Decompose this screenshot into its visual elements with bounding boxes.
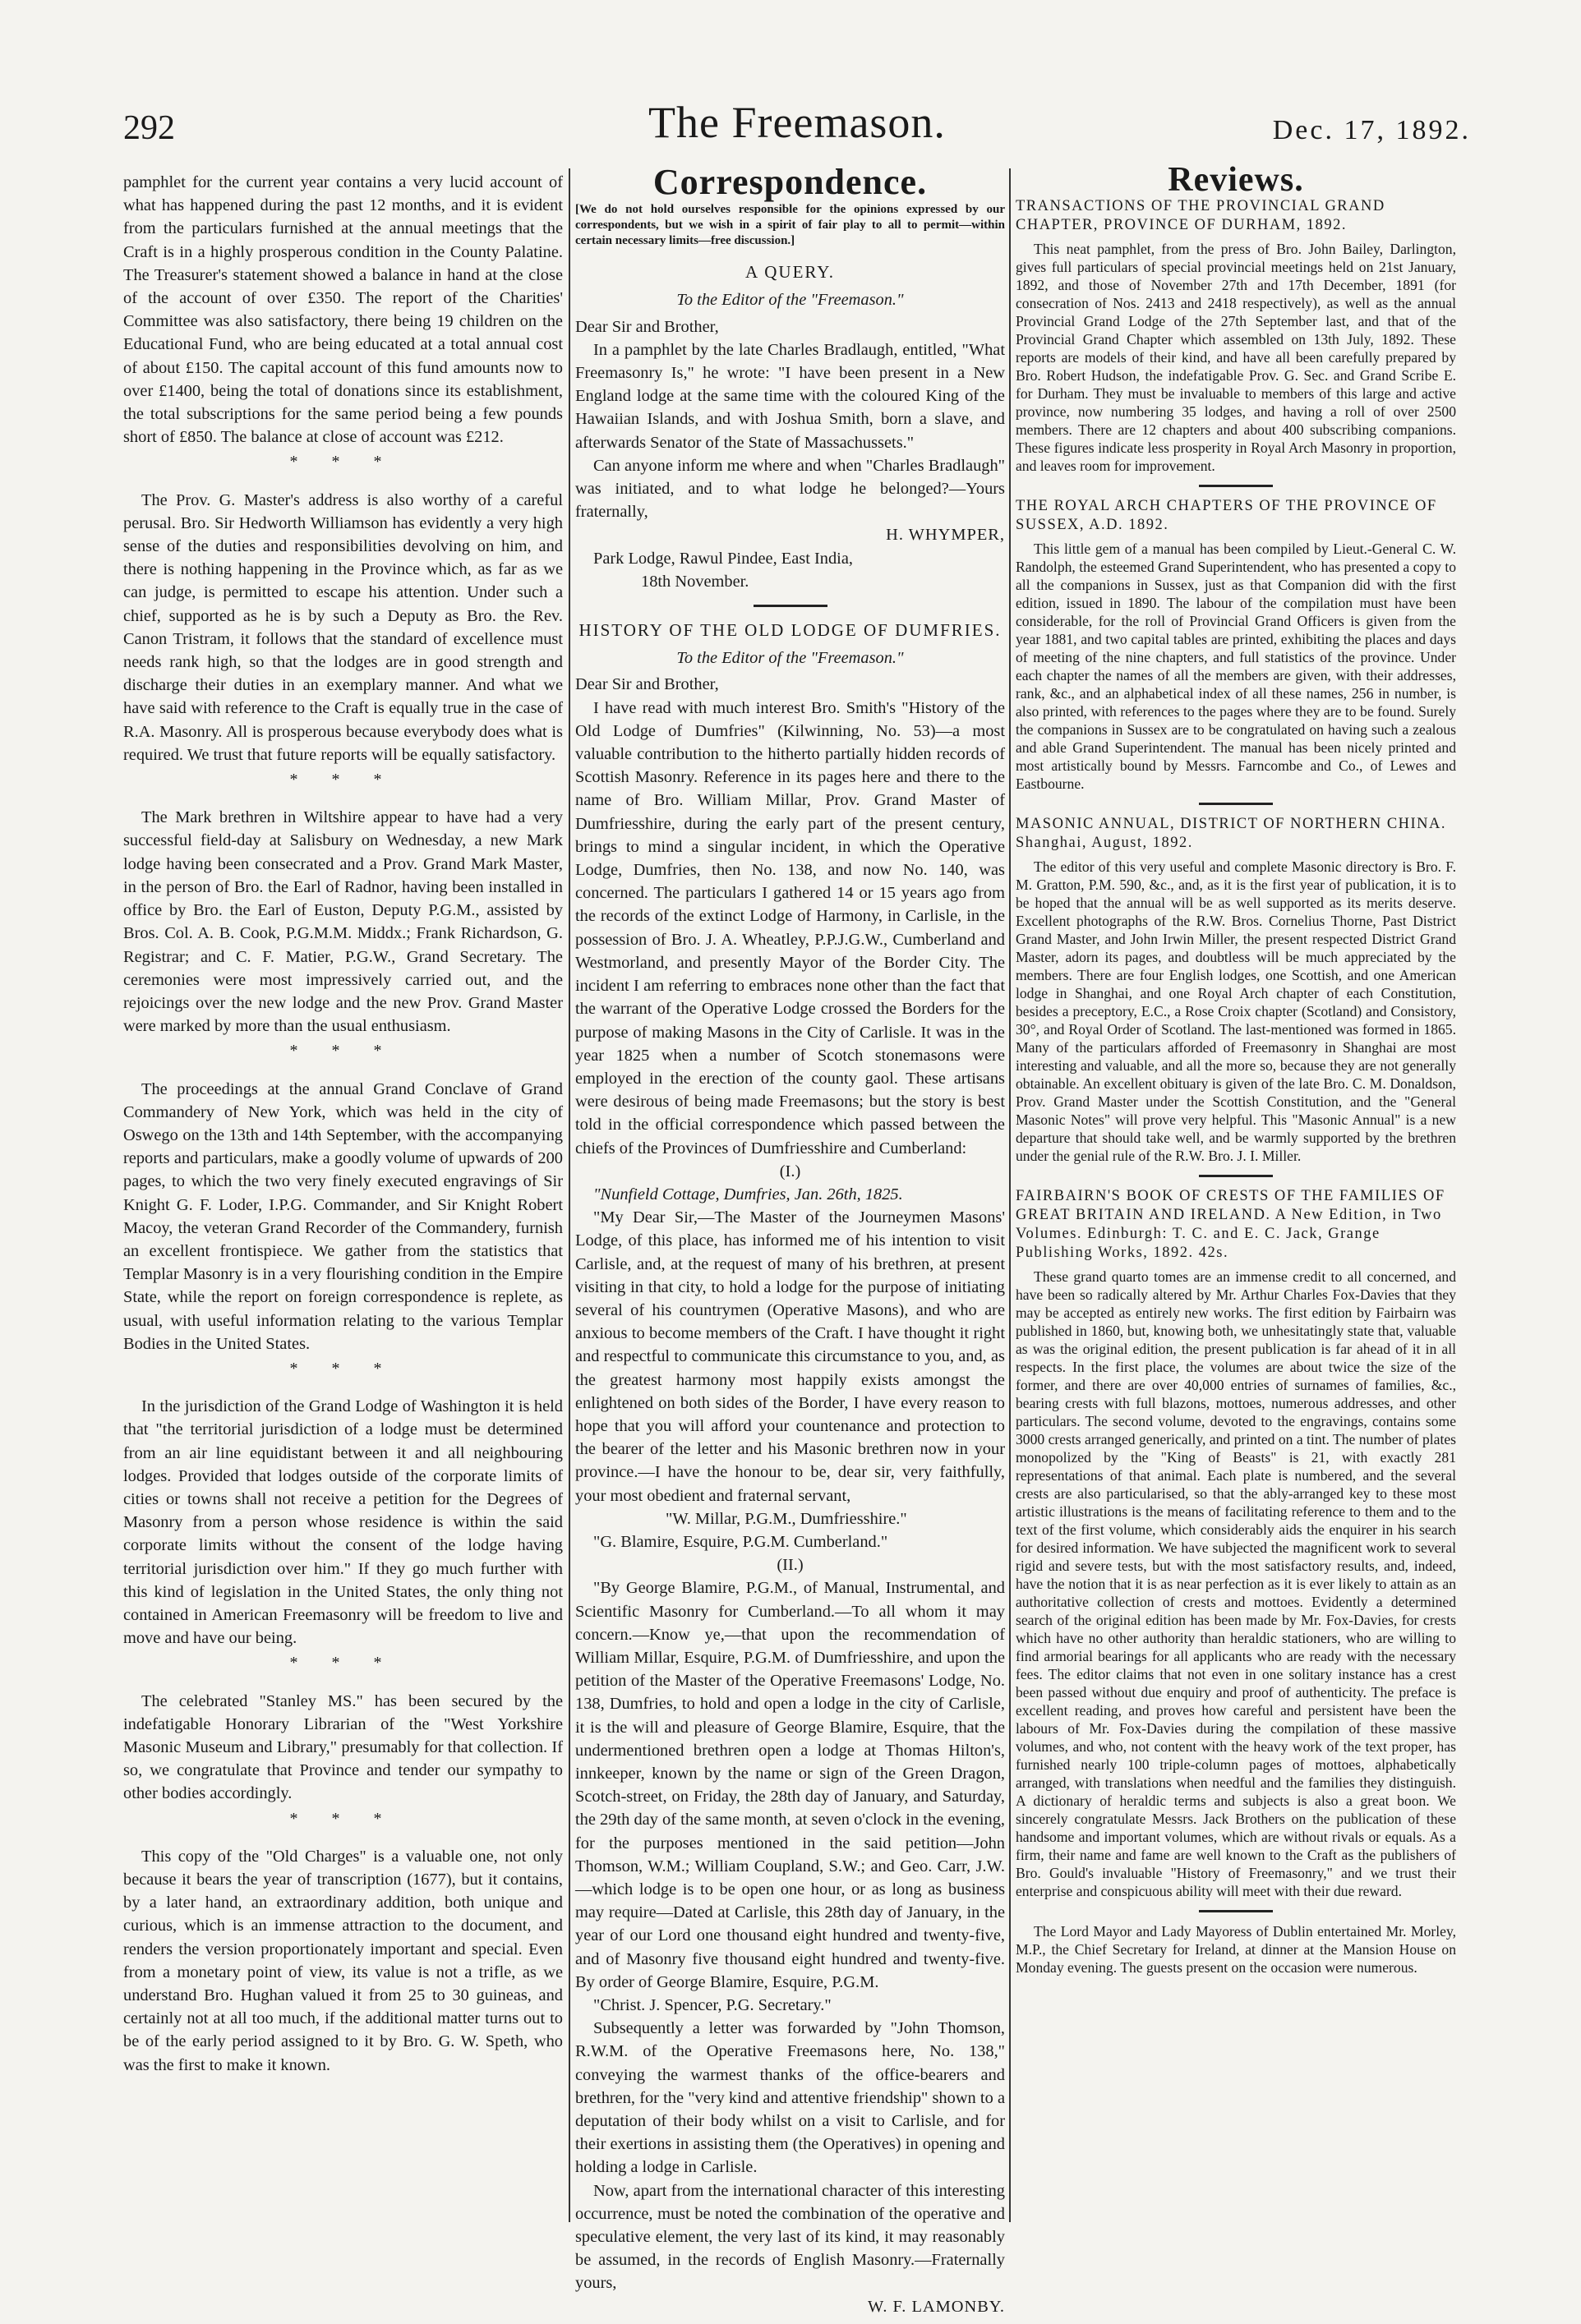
reviews-title: Reviews.	[1168, 161, 1304, 199]
column-rule-left	[569, 168, 570, 2222]
letter-paragraph: I have read with much interest Bro. Smith's "History of the Old Lodge of Dumfries" (Kilwinning, No. 53)—a most valuable contribution to the hitherto partially hidden records of Scottish Masonry. Reference in its pages here and there to the name of Bro. William Millar, Prov. Grand Master of Dumfriesshire, during the early part of the present century, brings to mind a singular incident, in which the Operative Lodge, Dumfries, then No. 138, and now No. 140, was concerned. The particulars I gathered 14 or 15 years ago from the records of the extinct Lodge of Harmony, in Carlisle, in the possession of Bro. J. A. Wheatley, P.P.J.G.W., Cumberland and Westmorland, and presently Mayor of the Border City. The incident I am referring to embraces none other than the fact that the warrant of the Operative Lodge crossed the Borders for the purpose of making Masons in the City of Carlisle. It was in the year 1825 when a number of Scotch stonemasons were employed in the erection of the county gaol. These artisans were desirous of being made Freemasons; but the story is best told in the official correspondence which passed between the chiefs of the Provinces of Dumfriesshire and Cumberland:	[575, 698, 1005, 1157]
correspondence-title: Correspondence.	[652, 162, 928, 202]
section-separator: * * *	[289, 1809, 397, 1828]
editorial-paragraph: The Mark brethren in Wiltshire appear to have had a very successful field-day at Salisbury on Wednesday, a new Mark lodge having been consecrated and a Prov. Grand Mark Master, in the person of Bro. the Earl of Radnor, having been installed in office by Bro. the Earl of Euston, Deputy P.G.M., assisted by Bros. Col. A. B. Cook, P.G.M.M. Middx.; Frank Richardson, G. Registrar; and C. F. Matier, P.G.W., Grand Secretary. The ceremonies were most impressively carried out, and the rejoicings over the new lodge and the new Prov. Grand Master were marked by more than the usual enthusiasm.	[123, 808, 563, 1036]
section-separator: * * *	[289, 771, 397, 789]
editorial-disclaimer: [We do not hold ourselves responsible for the opinions expressed by our correspondents, but we wish in a spirit of fair play to all to permit—within certain necessary limits—free discussion.]	[575, 203, 1005, 248]
letter-paragraph: Can anyone inform me where and when "Charles Bradlaugh" was initiated, and to what lodge he belonged?—Yours fraternally,	[575, 456, 1005, 522]
review-heading: MASONIC ANNUAL, DISTRICT OF NORTHERN CHINA. Shanghai, August, 1892.	[1016, 816, 1447, 851]
column-rule-right	[1009, 168, 1011, 2222]
letter-signature: H. WHYMPER,	[886, 526, 1005, 545]
page-header	[123, 97, 1471, 163]
letter-date: 18th November.	[641, 572, 749, 591]
letter-signature: W. F. LAMONBY.	[867, 2297, 1005, 2316]
letter-addressee: To the Editor of the "Freemason."	[676, 291, 904, 310]
review-paragraph: These grand quarto tomes are an immense credit to all concerned, and have been so radically altered by Mr. Arthur Charles Fox-Davies that they may be accepted as entirely new works. The first edition by Fairbairn was published in 1860, but, knowing both, we unhesitatingly state that, valuable as was the original edition, the present publication is far ahead of it in all respects. In the first place, the volumes are about twice the size of the former, and there are over 40,000 entries of surnames of families, &c., bearing crests with full blazons, mottoes, numerous addresses, and other particulars. The second volume, devoted to the engravings, contains some 3000 crests arranged generically, and printed on a tint. The number of plates monopolized by the "King of Beasts" is 21, with exactly 281 representations of that animal. Each plate is numbered, and the several crests are also particularised, so that the ably-arranged key to these most artistic illustrations is the means of facilitating reference to them and to the text of the first volume, which considerably aids the enquirer in his search for desired information. We have subjected the magnificent work to several rigid and severe tests, but with the most satisfactory results, and, indeed, have the notion that it is as near perfection as it is ever likely to attain as an authoritative collection of crests and mottoes. Evidently a determined search of the original edition has been made by Mr. Fox-Davies, for crests which have no other authority than heraldic stationers, who are willing to find armorial bearings for all applicants who are ready with the necessary fees. The editor claims that not even in one solitary instance has a crest been passed without due enquiry and proof of authenticity. The preface is excellent reading, and proves how careful and persistent have been the labours of Mr. Fox-Davies during the compilation of these massive volumes, and who, not content with the heavy work of the text proper, has furnished nearly 100 triple-column pages of mottoes, alphabetically arranged, with translations when needful and the families they distinguish. A dictionary of heraldic terms and subjects is also a great boon. We sincerely congratulate Messrs. Jack Brothers on the publication of these handsome and important volumes, which are without rivals or equals. As a firm, their name and fame are well known to the Craft as the publishers of Bro. Gould's invaluable "History of Freemasonry," and we trust their enterprise and conspicuous ability will meet with their due reward.	[1016, 1268, 1456, 1899]
review-heading: THE ROYAL ARCH CHAPTERS OF THE PROVINCE OF SUSSEX, A.D. 1892.	[1016, 498, 1437, 533]
section-separator: * * *	[289, 1359, 397, 1378]
letter-number: (I.)	[779, 1162, 801, 1180]
letter-recipient: "G. Blamire, Esquire, P.G.M. Cumberland."	[593, 1532, 888, 1551]
review-heading: FAIRBAIRN'S BOOK OF CRESTS OF THE FAMILIES OF GREAT BRITAIN AND IRELAND. A New Edition, in Two Volumes. Edinburgh: T. C. and E. C. Jack, Grange Publishing Works, 1892. 42s.	[1016, 1188, 1445, 1261]
letter-paragraph: "Christ. J. Spencer, P.G. Secretary."	[593, 1996, 832, 2015]
rule-divider	[1199, 1175, 1273, 1177]
section-separator: * * *	[289, 453, 397, 472]
column-correspondence	[575, 162, 1005, 2318]
editorial-paragraph: The celebrated "Stanley MS." has been secured by the indefatigable Honorary Librarian of the "West Yorkshire Masonic Museum and Library," presumably for that collection. If so, we congratulate that Province and tender our sympathy to other bodies accordingly.	[123, 1691, 563, 1803]
editorial-paragraph: The proceedings at the annual Grand Conclave of Grand Commandery of New York, which was held in the city of Oswego on the 13th and 14th September, with the accompanying reports and particulars, make a goodly volume of upwards of 200 pages, to which the two very finely executed engravings of Sir Knight G. F. Loder, I.P.G. Commander, and Sir Knight Robert Macoy, the veteran Grand Recorder of the Commandery, furnish an excellent frontispiece. We gather from the statistics that Templar Masonry is in a very flourishing condition in the Empire State, while the report on foreign correspondence is replete, as usual, with useful information relating to the various Templar Bodies in the United States.	[123, 1079, 563, 1353]
letter-signature: "W. Millar, P.G.M., Dumfriesshire."	[666, 1509, 907, 1528]
editorial-paragraph: This copy of the "Old Charges" is a valuable one, not only because it bears the year of transcription (1677), but it contains, by a later hand, an extraordinary addition, both unique and curious, which is an immense attraction to the document, and renders the version proportionately important and special. Even from a monetary point of view, its value is not a trifle, as we understand Bro. Hughan valued it from 25 to 30 guineas, and certainly not at all too much, if the additional matter turns out to be of the early period assigned to it by Bro. G. W. Speth, who was the first to make it known.	[123, 1847, 563, 2074]
review-paragraph: The editor of this very useful and complete Masonic directory is Bro. F. M. Gratton, P.M. 590, &c., and, as it is the first year of publication, it is to be hoped that the annual will be as well supported as its merits deserve. Excellent photographs of the R.W. Bros. Cornelius Thorne, Past District Grand Master, and John Irwin Miller, the present respected District Grand Master, adorn its pages, and doubtless will be much appreciated by the members. There are four English lodges, one Scottish, and one American lodge in Shanghai, and one Royal Arch chapter of each Constitution, besides a preceptory, E.C., a Rose Croix chapter (Scotland) and Consistory, 30°, and Royal Order of Scotland. The last-mentioned was formed in 1865. Many of the particulars afforded of Freemasonry in Shanghai are most interesting and valuable, and all the more so, because they are not generally obtainable. An excellent obituary is given of the late Bro. C. M. Donaldson, Prov. Grand Master under the Scottish Constitution, and the "General Masonic Notes" will prove very helpful. This "Masonic Annual" is a new departure that should take well, and be warmly supported by the brethren under the genial rule of the R.W. Bro. J. I. Miller.	[1016, 858, 1456, 1164]
letter-salutation: Dear Sir and Brother,	[575, 675, 719, 694]
column-reviews	[1016, 161, 1456, 1977]
letter-heading: HISTORY OF THE OLD LODGE OF DUMFRIES.	[578, 620, 1002, 641]
rule-divider	[1199, 803, 1273, 805]
letter-paragraph: "My Dear Sir,—The Master of the Journeymen Masons' Lodge, of this place, has informed me of his intention to visit Carlisle, and, at the request of many of his brethren, at present visiting in that city, to hold a lodge for the purpose of initiating several of his countrymen (Operative Masons), and who are anxious to become members of the Craft. I have thought it right and respectful to communicate this circumstance to you, and, as the greatest harmony most happily exists amongst the enlightened on both sides of the Border, I have every reason to hope that you will afford your countenance and protection to the bearer of the letter and his Masonic brethren now in your province.—I have the honour to be, dear sir, very faithfully, your most obedient and fraternal servant,	[575, 1208, 1005, 1505]
letter-paragraph: In a pamphlet by the late Charles Bradlaugh, entitled, "What Freemasonry Is," he wrote: "I have been present in a New England lodge at the same time with the coloured King of the Hawaiian Islands, and with Joshua Smith, born a slave, and afterwards Senator of the State of Massachussets."	[575, 340, 1005, 452]
rule-divider	[1199, 1910, 1273, 1912]
editorial-paragraph: In the jurisdiction of the Grand Lodge of Washington it is held that "the territorial jurisdiction of a lodge must be determined from an air line equidistant between it and all neighbouring lodges. Provided that lodges outside of the corporate limits of cities or towns shall not receive a petition for the Degrees of Masonry from a person whose residence is within the said corporate limits without the consent of the lodge having territorial jurisdiction over him." If they go much further with this kind of legislation in the United States, the only thing not contained in American Freemasonry will be freedom to live and move and have our being.	[123, 1397, 563, 1648]
page-number: 292	[123, 109, 175, 147]
letter-heading: A QUERY.	[745, 262, 835, 283]
editorial-paragraph: The Prov. G. Master's address is also worthy of a careful perusal. Bro. Sir Hedworth Williamson has evidently a very high sense of the duties and responsibilities devolving on him, and there is nothing happening in the Province which, as far as we can judge, is permitted to escape his attention. Under such a chief, supported as he is by such a Deputy as Bro. the Rev. Canon Tristram, it follows that the standard of excellence must needs rank high, so that the lodges are in good strength and discharge their duties in an exemplary manner. And what we have said with reference to the Craft is equally true in the case of R.A. Masonry. All is prosperous because everybody does what is required. We trust that future reports will be equally satisfactory.	[123, 490, 563, 764]
letter-number: (II.)	[777, 1556, 804, 1575]
section-separator: * * *	[289, 1042, 397, 1061]
rule-divider	[1199, 485, 1273, 487]
masthead-title: The Freemason.	[648, 98, 946, 147]
letter-address: Park Lodge, Rawul Pindee, East India,	[593, 549, 853, 568]
review-paragraph: This little gem of a manual has been compiled by Lieut.-General C. W. Randolph, the esteemed Grand Superintendent, who has presented a copy to all the companions in Sussex, just as that Companion did with the first edition, issued in 1890. The labour of the compilation must have been considerable, for the roll of Provincial Grand Officers is given from the year 1881, and two capital tables are printed, exhibiting the places and days of meeting of the nine chapters, and full statistics of the province. Under each chapter the names of all the members are given, with their addresses, rank, &c., and an alphabetical index of all these names, 256 in number, is also printed, with references to the pages where they are to be found. Surely the companions in Sussex are to be congratulated on having such a zealous and able Grand Superintendent. The manual has been nicely printed and most artistically bound by Messrs. Farncombe and Co., of Lewes and Eastbourne.	[1016, 541, 1456, 792]
letter-addressee: To the Editor of the "Freemason."	[676, 649, 904, 668]
section-separator: * * *	[289, 1654, 397, 1673]
issue-date: Dec. 17, 1892.	[1272, 115, 1471, 145]
letter-place: "Nunfield Cottage, Dumfries, Jan. 26th, 1825.	[593, 1185, 903, 1203]
letter-paragraph: Now, apart from the international character of this interesting occurrence, must be noted the combination of the operative and speculative element, the very last of its kind, it may reasonably be assumed, in the records of English Masonry.—Fraternally yours,	[575, 2181, 1005, 2293]
rule-divider	[754, 605, 827, 607]
column-editorial	[123, 171, 563, 2077]
letter-salutation: Dear Sir and Brother,	[575, 317, 719, 336]
letter-paragraph: Subsequently a letter was forwarded by "John Thomson, R.W.M. of the Operative Freemasons here, No. 138," conveying the warmest thanks of the office-bearers and brethren, for the "very kind and attentive friendship" shown to a deputation of their body whilst on a visit to Carlisle, and for their exertions in assisting them (the Operatives) in opening and holding a lodge in Carlisle.	[575, 2019, 1005, 2177]
review-paragraph: This neat pamphlet, from the press of Bro. John Bailey, Darlington, gives full particulars of special provincial meetings held on 21st January, 1892, and those of November 27th and 17th December, 1891 (for consecration of Nos. 2413 and 2418 respectively), as well as the annual Provincial Grand Lodge of the 27th September last, and that of the Provincial Grand Chapter which assembled on 13th July, 1892. These reports are models of their kind, and have all been carefully prepared by Bro. Robert Hudson, the indefatigable Prov. G. Sec. and Grand Scribe E. for Durham. They must be invaluable to members of this large and active province, now numbering 35 lodges, and having a roll of over 2500 members. There are 12 chapters and about 400 subscribing companions. These figures indicate less prosperity in Royal Arch Masonry in proportion, and leaves room for improvement.	[1016, 241, 1456, 474]
review-heading: TRANSACTIONS OF THE PROVINCIAL GRAND CHAPTER, PROVINCE OF DURHAM, 1892.	[1016, 198, 1385, 233]
editorial-paragraph: pamphlet for the current year contains a very lucid account of what has happened during the past 12 months, and it is evident from the particulars furnished at the annual meetings that the Craft is in a highly prosperous condition in the County Palatine. The Treasurer's statement showed a balance in hand at the close of the account of over £350. The report of the Charities' Committee was also satisfactory, there being 19 children on the Educational Fund, who are being educated at a total annual cost of about £150. The capital account of this fund amounts now to over £1400, being the total of donations since its establishment, the total subscriptions for the same period being a few pounds short of £850. The balance at close of account was £212.	[123, 173, 563, 447]
letter-paragraph: "By George Blamire, P.G.M., of Manual, Instrumental, and Scientific Masonry for Cumberland.—To all whom it may concern.—Know ye,—that upon the recommendation of William Millar, Esquire, P.G.M. of Dumfriesshire, and upon the petition of the Master of the Operative Freemasons' Lodge, No. 138, Dumfries, to hold and open a lodge in the city of Carlisle, it is the will and pleasure of George Blamire, Esquire, that the undermentioned brethren open a lodge at Thomas Hilton's, innkeeper, known by the name or sign of the Green Dragon, Scotch-street, on Friday, the 28th day of January, and Saturday, the 29th day of the same month, at seven o'clock in the evening, for the purposes mentioned in the said petition—John Thomson, W.M.; William Coupland, S.W.; and Geo. Carr, J.W.—which lodge is to be open one hour, or as long as business may require—Dated at Carlisle, this 28th day of January, in the year of our Lord one thousand eight hundred and twenty-five, and of Masonry five thousand eight hundred and twenty-five. By order of George Blamire, Esquire, P.G.M.	[575, 1579, 1005, 1991]
news-paragraph: The Lord Mayor and Lady Mayoress of Dublin entertained Mr. Morley, M.P., the Chief Secretary for Ireland, at dinner at the Mansion House on Monday evening. The guests present on the occasion were numerous.	[1016, 1923, 1456, 1976]
